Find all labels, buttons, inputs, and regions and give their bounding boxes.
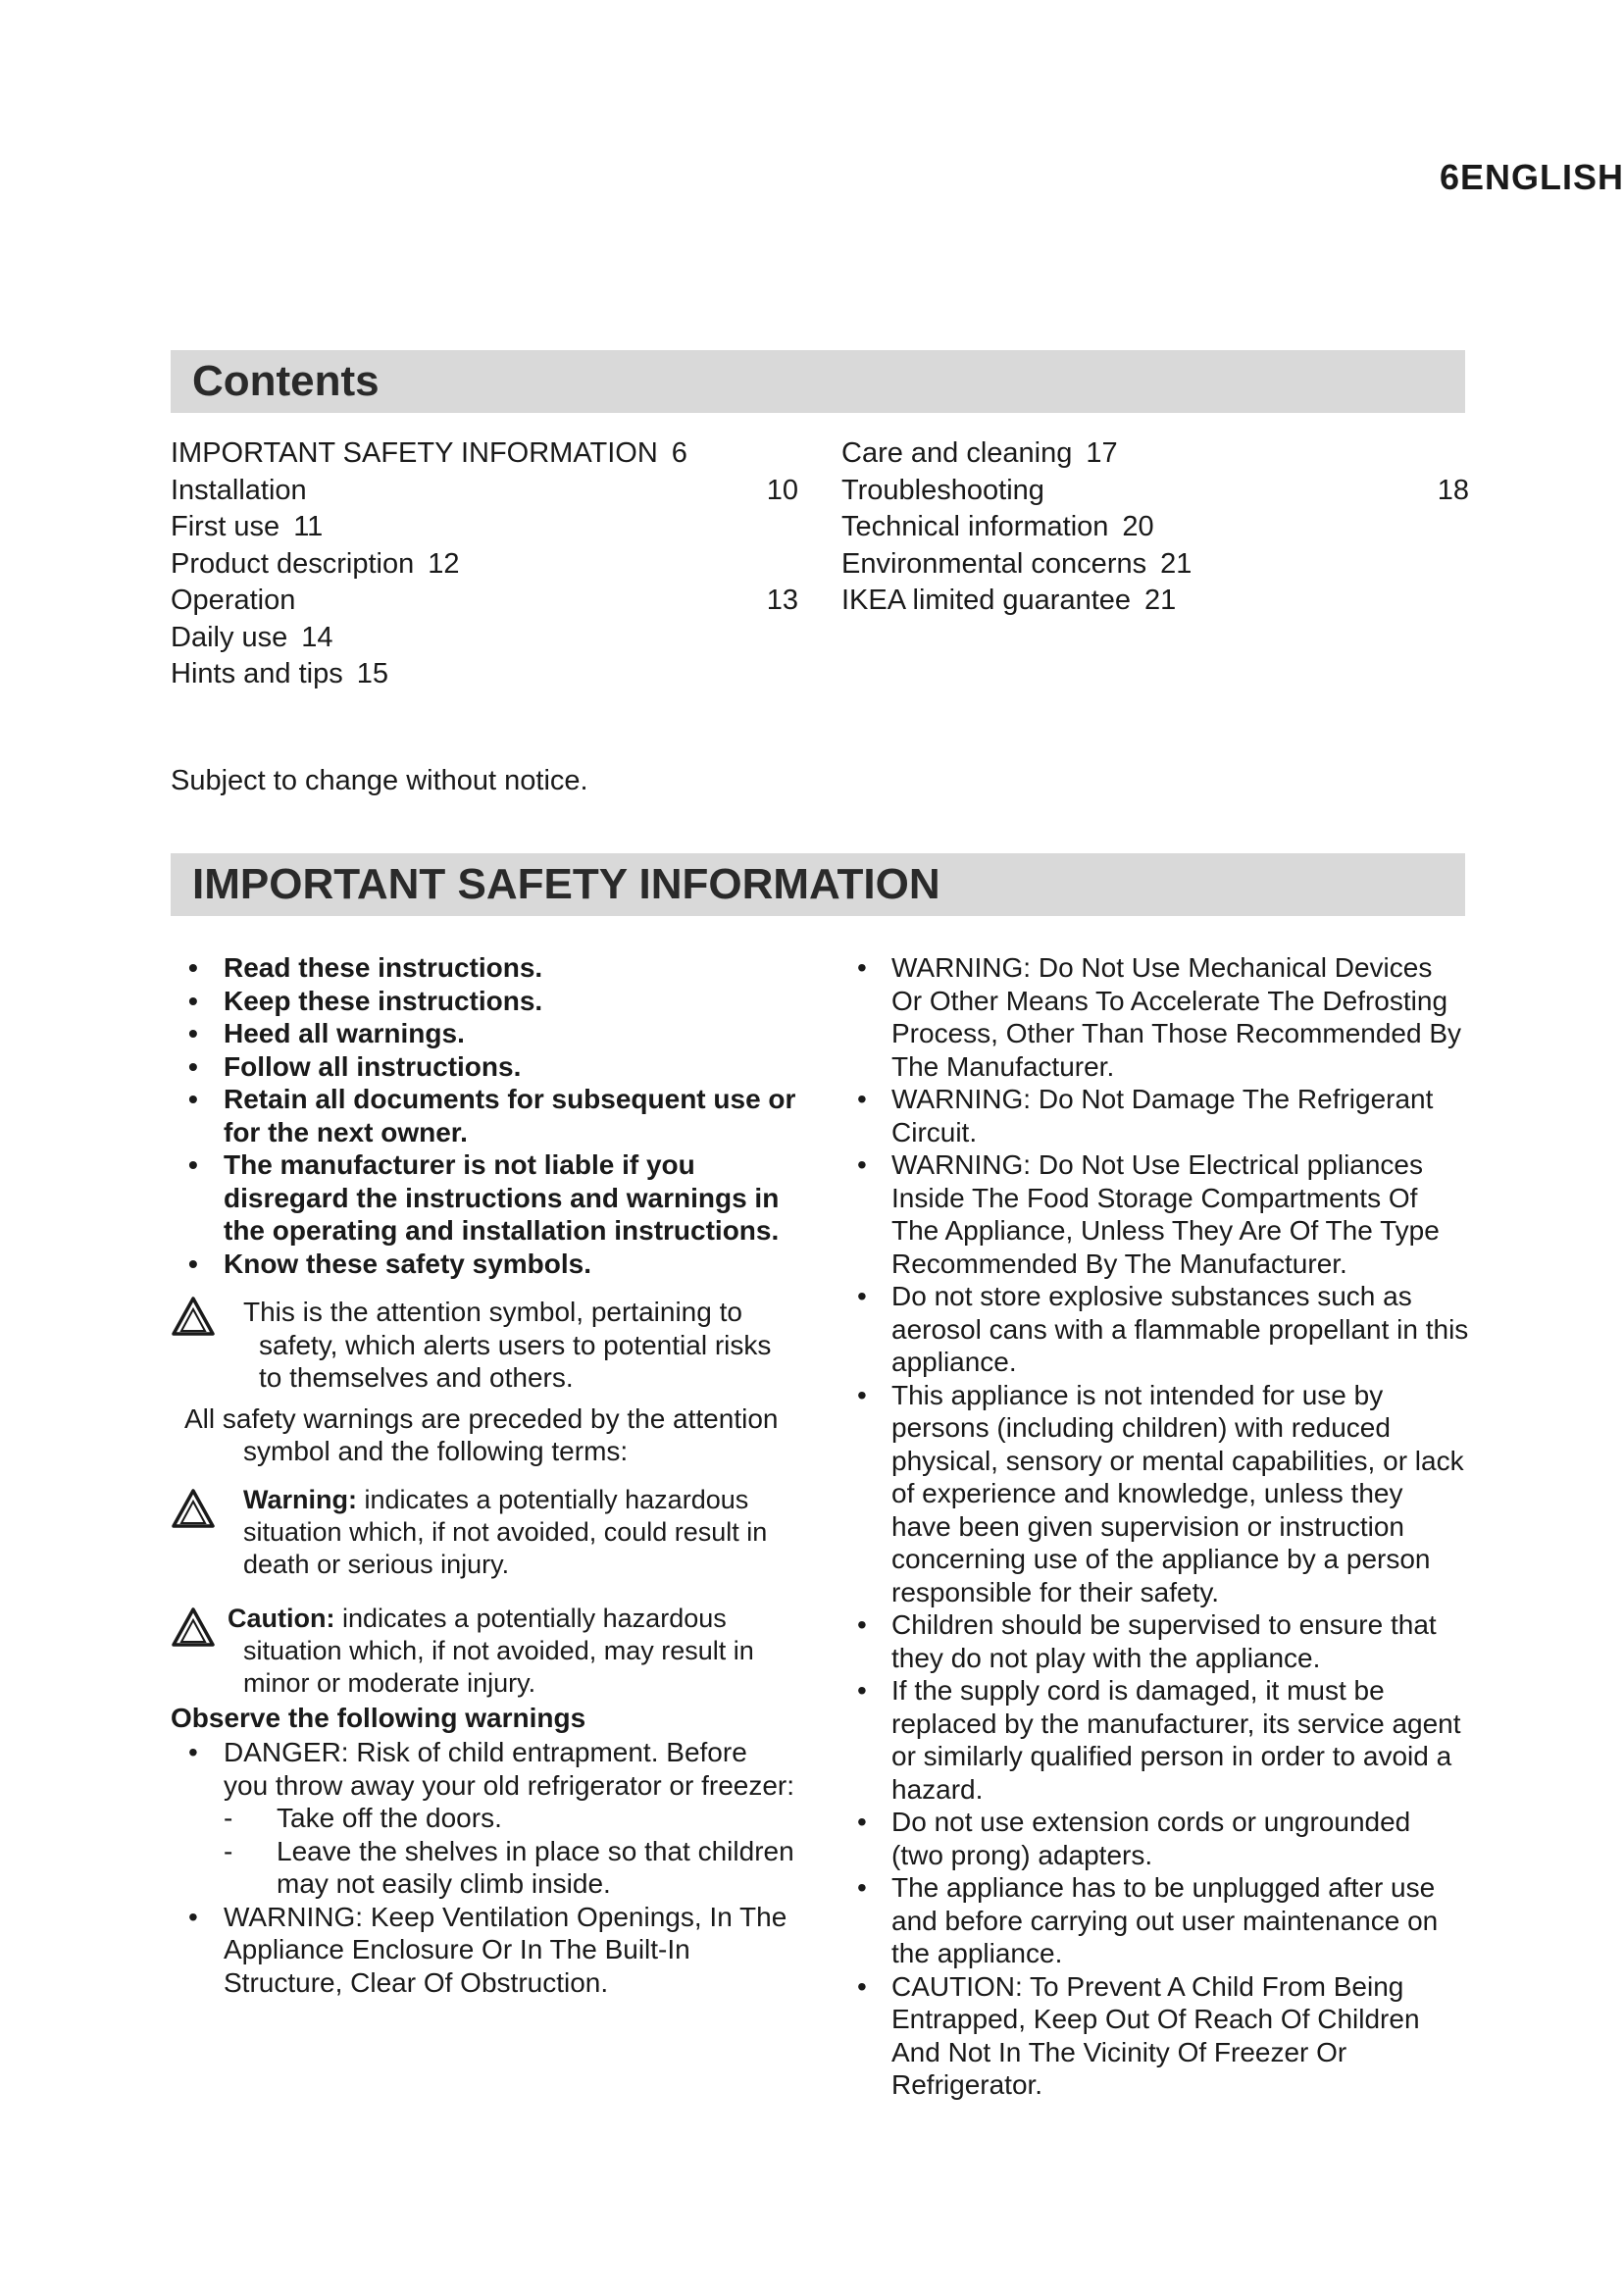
toc-entry-label: Operation — [171, 585, 296, 616]
toc-entry[interactable] — [841, 435, 1469, 473]
bold-bullet-list — [171, 951, 798, 1280]
right-bullet-list — [841, 951, 1469, 2102]
list-item: • Follow all instructions. — [171, 1050, 798, 1084]
page-header-tag: 6ENGLISH — [1440, 157, 1624, 197]
warning-term-block — [171, 1484, 798, 1581]
list-item: • WARNING: Do Not Damage The Refrigerant Circuit. — [841, 1083, 1469, 1148]
list-item: • Retain all documents for subsequent use or for the next owner. — [171, 1083, 798, 1148]
safety-heading-bar — [171, 853, 1465, 916]
toc-entry-page: 20 — [1122, 511, 1154, 542]
list-item: • Do not use extension cords or ungrounded (two prong) adapters. — [841, 1806, 1469, 1871]
list-item: - Take off the doors. — [224, 1802, 798, 1835]
list-item: • CAUTION: To Prevent A Child From Being Entrapped, Keep Out Of Reach Of Children And Not In The Vicinity Of Freezer Or Refrigerator. — [841, 1970, 1469, 2102]
toc-entry-label: Daily use — [171, 621, 288, 653]
safety-title: IMPORTANT SAFETY INFORMATION — [192, 860, 940, 908]
list-item: • Do not store explosive substances such as aerosol cans with a flammable propellant in this appliance. — [841, 1280, 1469, 1379]
toc-entry[interactable] — [841, 583, 1469, 620]
toc-entry-page: 13 — [766, 585, 798, 616]
toc-entry-label: First use — [171, 511, 280, 542]
warning-triangle-icon — [171, 1488, 216, 1529]
toc-entry-page: 15 — [356, 658, 388, 689]
toc-entry[interactable] — [171, 546, 798, 584]
warning-triangle-icon — [171, 1296, 216, 1337]
list-item: • Read these instructions. — [171, 951, 798, 985]
list-item: • Keep these instructions. — [171, 985, 798, 1018]
toc-entry-label: IMPORTANT SAFETY INFORMATION — [171, 437, 658, 469]
toc-entry-page: 12 — [428, 547, 460, 580]
toc-left-column — [171, 435, 798, 693]
list-item: • Know these safety symbols. — [171, 1248, 798, 1281]
list-item: • If the supply cord is damaged, it must be replaced by the manufacturer, its service agent or similarly qualified person in order to avoid a hazard. — [841, 1674, 1469, 1806]
danger-text: DANGER: Risk of child entrapment. Before you throw away your old refrigerator or freezer: — [224, 1737, 795, 1801]
list-item — [171, 1736, 798, 1901]
observe-heading: Observe the following warnings — [171, 1702, 586, 1733]
toc-entry-page: 21 — [1144, 585, 1177, 616]
warning-triangle-icon — [171, 1606, 216, 1648]
change-notice: Subject to change without notice. — [171, 765, 588, 796]
list-item — [171, 1901, 798, 2000]
toc-entry[interactable] — [171, 620, 798, 657]
caution-term-block — [171, 1603, 798, 1700]
toc-entry-label: Technical information — [841, 511, 1109, 542]
list-item: • WARNING: Do Not Use Mechanical Devices Or Other Means To Accelerate The Defrosting Process, Other Than Those Recommended By The Manufacturer. — [841, 951, 1469, 1083]
toc-entry-page: 11 — [293, 511, 324, 542]
warning-term: Warning: — [243, 1484, 357, 1514]
toc-entry-label: Product description — [171, 547, 415, 580]
toc-entry[interactable] — [841, 509, 1469, 546]
toc-entry-label: Care and cleaning — [841, 437, 1073, 469]
contents-heading-bar — [171, 350, 1465, 413]
toc-entry[interactable] — [171, 435, 798, 473]
list-item: • This appliance is not intended for use by persons (including children) with reduced physical, sensory or mental capabilities, or lack of experience and knowledge, unless they have been given supervision or instruction concerning use of the appliance by a person responsible for their safety. — [841, 1379, 1469, 1609]
toc-entry-label: IKEA limited guarantee — [841, 585, 1132, 616]
caution-term: Caution: — [228, 1603, 335, 1633]
toc-entry-page: 17 — [1086, 437, 1118, 469]
danger-steps-list — [224, 1802, 798, 1901]
toc-entry-page: 21 — [1160, 547, 1193, 580]
toc-entry-page: 18 — [1437, 474, 1469, 506]
toc-right-column — [841, 435, 1469, 620]
toc-entry-page: 14 — [301, 621, 333, 653]
list-item: • The manufacturer is not liable if you disregard the instructions and warnings in the operating and installation instructions. — [171, 1148, 798, 1248]
list-item: • WARNING: Do Not Use Electrical ppliances Inside The Food Storage Compartments Of The Appliance, Unless They Are Of The Type Recommended By The Manufacturer. — [841, 1148, 1469, 1280]
list-item: • The appliance has to be unplugged after use and before carrying out user maintenance on the appliance. — [841, 1871, 1469, 1970]
toc-entry[interactable] — [171, 509, 798, 546]
toc-entry[interactable] — [171, 656, 798, 693]
toc-entry-label: Troubleshooting — [841, 474, 1044, 506]
contents-title: Contents — [192, 357, 380, 405]
toc-entry-page: 10 — [766, 474, 798, 506]
preceded-text: All safety warnings are preceded by the attention symbol and the following terms: — [184, 1402, 779, 1466]
toc-entry[interactable] — [841, 473, 1469, 510]
list-item: • Children should be supervised to ensure that they do not play with the appliance. — [841, 1608, 1469, 1674]
safety-left-column — [171, 951, 798, 1999]
caution-text: indicates a potentially hazardous situation which, if not avoided, may result in minor or moderate injury. — [243, 1603, 754, 1698]
safety-right-column — [841, 951, 1469, 2102]
toc-entry-label: Environmental concerns — [841, 547, 1147, 580]
ventilation-text: WARNING: Keep Ventilation Openings, In The Appliance Enclosure Or In The Built-In Structure, Clear Of Obstruction. — [224, 1901, 787, 1998]
attention-symbol-block — [171, 1296, 798, 1395]
toc-entry-label: Installation — [171, 474, 307, 506]
warning-text: indicates a potentially hazardous situation which, if not avoided, could result in death or serious injury. — [243, 1484, 768, 1579]
attention-text: This is the attention symbol, pertaining to safety, which alerts users to potential risks to themselves and others. — [243, 1297, 772, 1393]
toc-entry-label: Hints and tips — [171, 658, 343, 689]
observe-list — [171, 1736, 798, 1999]
toc-entry-page: 6 — [671, 437, 687, 469]
toc-entry[interactable] — [171, 583, 798, 620]
list-item: • Heed all warnings. — [171, 1017, 798, 1050]
toc-entry[interactable] — [841, 546, 1469, 584]
toc-entry[interactable] — [171, 473, 798, 510]
list-item: - Leave the shelves in place so that children may not easily climb inside. — [224, 1835, 798, 1901]
